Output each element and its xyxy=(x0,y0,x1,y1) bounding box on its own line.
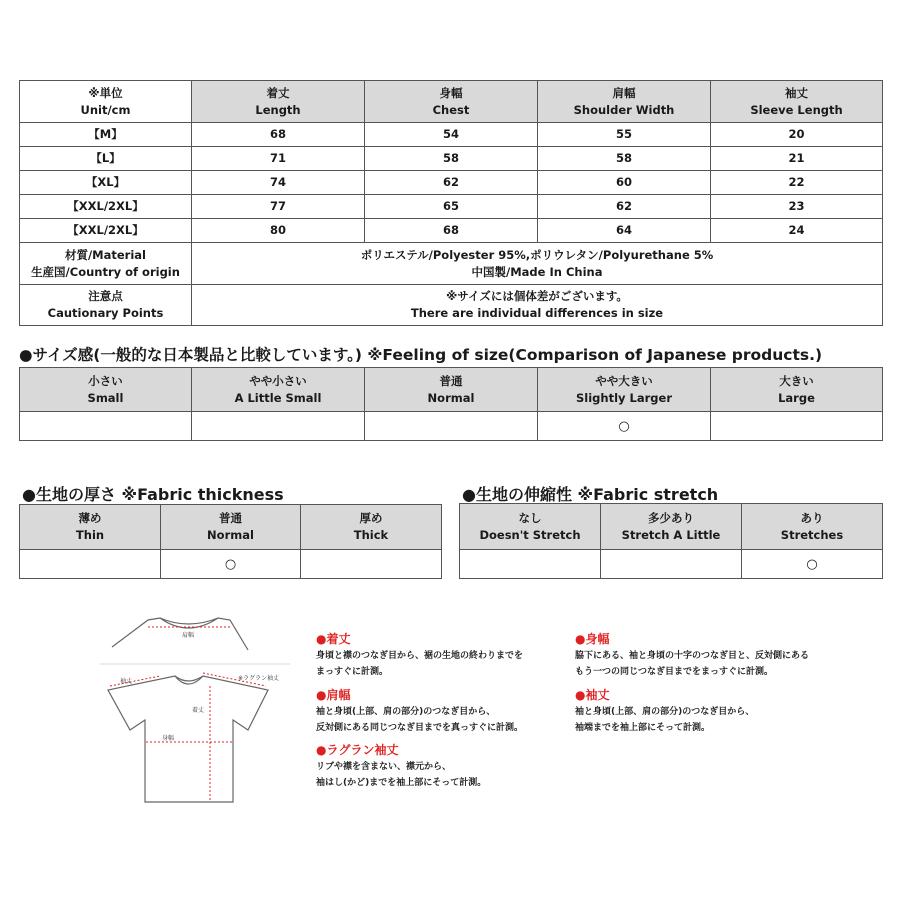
mark-cell: ○ xyxy=(161,550,301,579)
header-length: 着丈 Length xyxy=(192,81,365,123)
caution-row xyxy=(20,285,883,326)
mark-cell xyxy=(20,412,192,441)
header-shoulder: 肩幅 Shoulder Width xyxy=(538,81,711,123)
note-raglan: ●ラグラン袖丈 リブや襟を含まない、襟元から、 袖はし(かど)までを袖上部にそって計測。 xyxy=(316,743,487,788)
note-sleeve: ●袖丈 袖と身頃(上部、肩の部分)のつなぎ目から、 袖端までを袖上部にそって計測。 xyxy=(575,688,755,733)
size-feeling-title: ●サイズ感(一般的な日本製品と比較しています。) ※Feeling of size(Comparison of Japanese products.) xyxy=(19,346,823,364)
mark-cell: ○ xyxy=(742,550,883,579)
table-row xyxy=(20,219,883,243)
material-label: 材質/Material 生産国/Country of origin xyxy=(20,243,192,285)
fabric-stretch-header xyxy=(460,504,883,550)
shirt-front-view-icon xyxy=(108,676,268,802)
length-value: 77 xyxy=(192,195,365,219)
option-little-small: やや小さい A Little Small xyxy=(192,368,365,412)
chest-value: 62 xyxy=(365,171,538,195)
option-thin: 薄め Thin xyxy=(20,505,161,550)
material-value: ポリエステル/Polyester 95%,ポリウレタン/Polyurethane 5% 中国製/Made In China xyxy=(192,243,883,285)
option-thick: 厚め Thick xyxy=(301,505,442,550)
shoulder-value: 55 xyxy=(538,123,711,147)
diagram-label-sleeve: 袖丈 xyxy=(120,678,133,685)
shoulder-value: 58 xyxy=(538,147,711,171)
diagram-label-shoulder: 肩幅 xyxy=(182,632,195,639)
fabric-stretch-table xyxy=(459,503,883,579)
sleeve-value: 23 xyxy=(711,195,883,219)
mark-cell xyxy=(601,550,742,579)
fabric-thickness-table xyxy=(19,504,442,579)
option-large: 大きい Large xyxy=(711,368,883,412)
sleeve-value: 24 xyxy=(711,219,883,243)
fabric-stretch-marks xyxy=(460,550,883,579)
size-label: 【M】 xyxy=(20,123,192,147)
fabric-thickness-title: ●生地の厚さ ※Fabric thickness xyxy=(22,485,284,504)
size-label: 【XXL/2XL】 xyxy=(20,219,192,243)
table-row xyxy=(20,123,883,147)
option-normal: 普通 Normal xyxy=(365,368,538,412)
header-sleeve: 袖丈 Sleeve Length xyxy=(711,81,883,123)
length-value: 68 xyxy=(192,123,365,147)
mark-cell xyxy=(365,412,538,441)
option-small: 小さい Small xyxy=(20,368,192,412)
fabric-thickness-header xyxy=(20,505,442,550)
header-unit: ※単位 Unit/cm xyxy=(20,81,192,123)
size-table-header xyxy=(20,81,883,123)
size-label: 【XL】 xyxy=(20,171,192,195)
mark-cell: ○ xyxy=(538,412,711,441)
material-row xyxy=(20,243,883,285)
option-no-stretch: なし Doesn't Stretch xyxy=(460,504,601,550)
option-normal: 普通 Normal xyxy=(161,505,301,550)
fabric-thickness-marks xyxy=(20,550,442,579)
sleeve-value: 22 xyxy=(711,171,883,195)
mark-cell xyxy=(711,412,883,441)
shoulder-value: 60 xyxy=(538,171,711,195)
length-value: 74 xyxy=(192,171,365,195)
option-slightly-larger: やや大きい Slightly Larger xyxy=(538,368,711,412)
shirt-top-view-icon xyxy=(112,618,248,650)
sleeve-value: 20 xyxy=(711,123,883,147)
fabric-stretch-title: ●生地の伸縮性 ※Fabric stretch xyxy=(462,485,719,504)
chest-value: 68 xyxy=(365,219,538,243)
diagram-label-raglan: ※ラグラン袖丈 xyxy=(238,675,280,682)
header-chest: 身幅 Chest xyxy=(365,81,538,123)
diagram-label-chest: 身幅 xyxy=(162,735,175,742)
mark-cell xyxy=(460,550,601,579)
size-feeling-table xyxy=(19,367,883,441)
table-row xyxy=(20,147,883,171)
caution-label: 注意点 Cautionary Points xyxy=(20,285,192,326)
size-feeling-header xyxy=(20,368,883,412)
sleeve-value: 21 xyxy=(711,147,883,171)
mark-cell xyxy=(192,412,365,441)
note-shoulder: ●肩幅 袖と身頃(上部、肩の部分)のつなぎ目から、 反対側にある同じつなぎ目までを真っすぐに計測。 xyxy=(316,688,524,733)
table-row xyxy=(20,171,883,195)
chest-value: 58 xyxy=(365,147,538,171)
shoulder-value: 62 xyxy=(538,195,711,219)
mark-cell xyxy=(20,550,161,579)
chest-value: 65 xyxy=(365,195,538,219)
note-length: ●着丈 身頃と襟のつなぎ目から、裾の生地の終わりまでを まっすぐに計測。 xyxy=(316,632,524,677)
size-table xyxy=(19,80,883,326)
diagram-label-length: 着丈 xyxy=(192,707,205,714)
size-feeling-marks xyxy=(20,412,883,441)
chest-value: 54 xyxy=(365,123,538,147)
size-label: 【XXL/2XL】 xyxy=(20,195,192,219)
length-value: 71 xyxy=(192,147,365,171)
length-value: 80 xyxy=(192,219,365,243)
size-label: 【L】 xyxy=(20,147,192,171)
mark-cell xyxy=(301,550,442,579)
note-chest: ●身幅 脇下にある、袖と身頃の十字のつなぎ目と、反対側にある もう一つの同じつなぎ目までをまっすぐに計測。 xyxy=(575,632,810,677)
table-row xyxy=(20,195,883,219)
garment-measurement-diagram xyxy=(100,610,300,810)
option-stretches: あり Stretches xyxy=(742,504,883,550)
shoulder-value: 64 xyxy=(538,219,711,243)
option-stretch-little: 多少あり Stretch A Little xyxy=(601,504,742,550)
caution-value: ※サイズには個体差がございます。 There are individual differences in size xyxy=(192,285,883,326)
